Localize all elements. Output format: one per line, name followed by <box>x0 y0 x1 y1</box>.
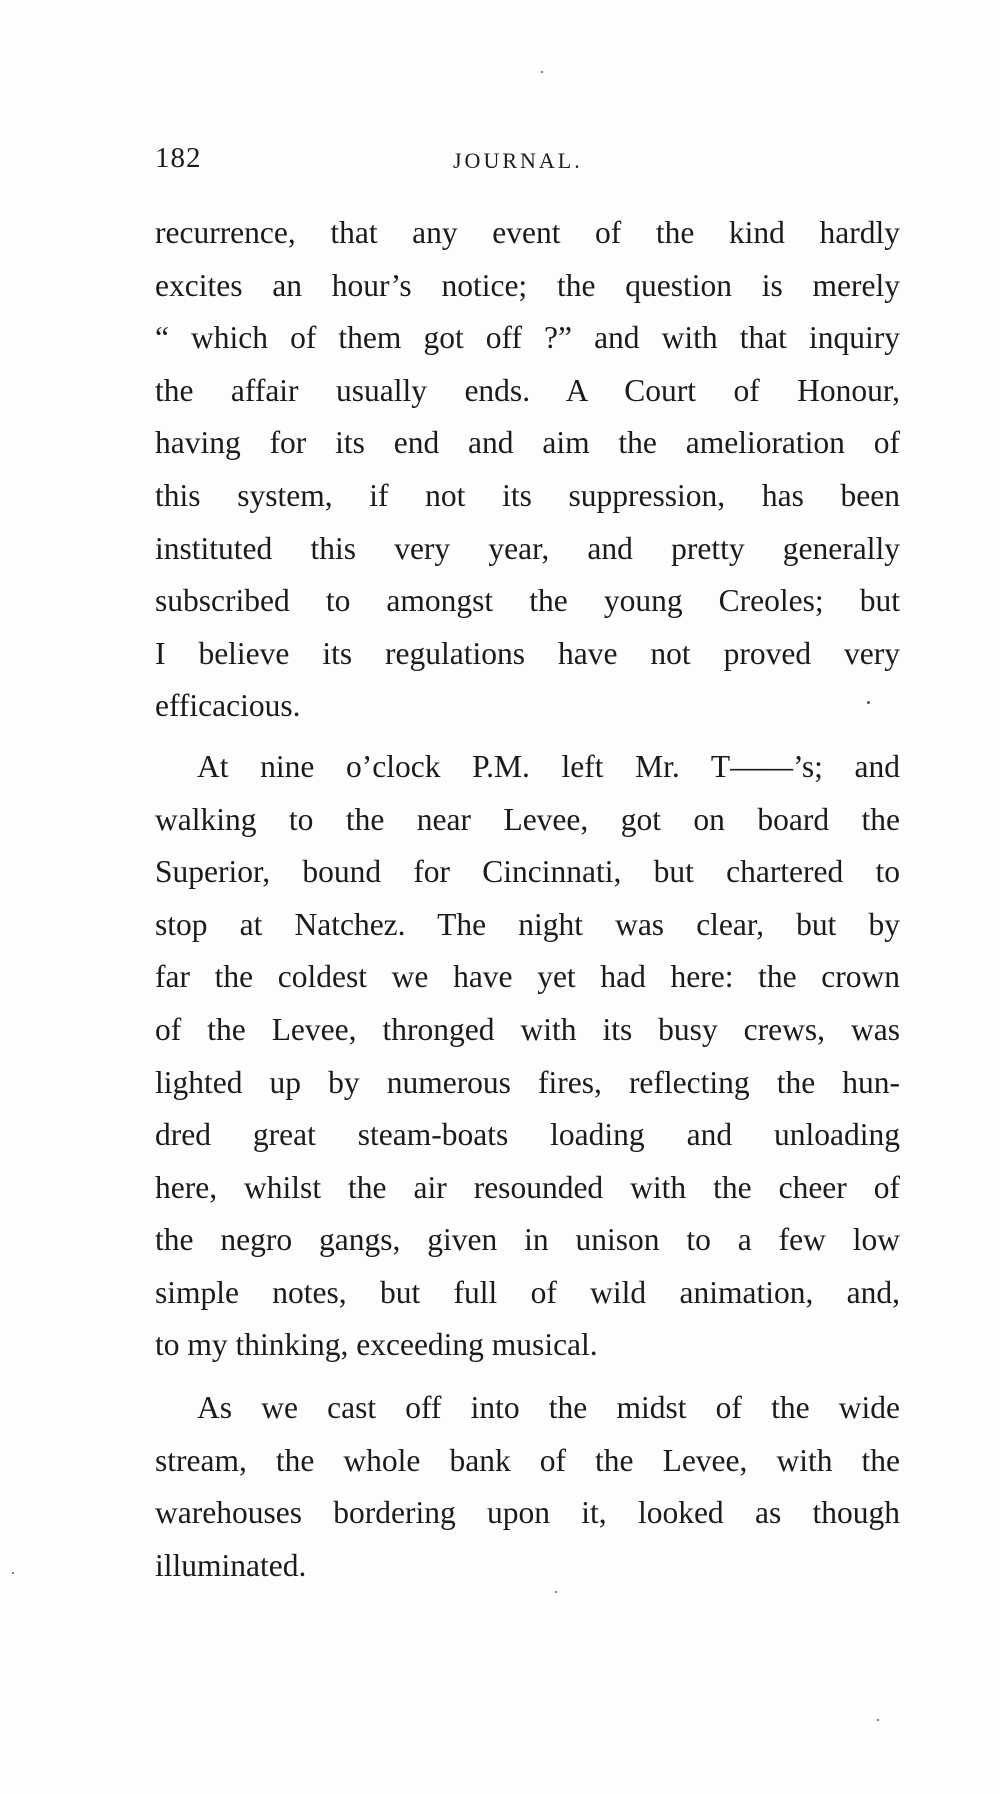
text-line: subscribed to amongst the young Creoles; but <box>155 583 900 619</box>
text-line: having for its end and aim the amelioration of <box>155 425 900 461</box>
text-line: lighted up by numerous fires, reflecting the hun- <box>155 1064 900 1100</box>
text-line: the negro gangs, given in unison to a few low <box>155 1222 900 1258</box>
running-title: JOURNAL. <box>453 148 583 173</box>
text-line: stream, the whole bank of the Levee, with the <box>155 1442 900 1478</box>
body-text <box>155 207 900 1592</box>
scan-speck <box>555 1591 557 1593</box>
running-head <box>155 142 900 182</box>
text-line: of the Levee, thronged with its busy crews, was <box>155 1011 900 1047</box>
text-line: As we cast off into the midst of the wide <box>197 1390 900 1426</box>
text-line: illuminated. <box>155 1547 307 1583</box>
text-line: excites an hour’s notice; the question is merely <box>155 267 900 303</box>
text-line: efficacious. <box>155 688 301 724</box>
scan-speck <box>12 1572 14 1574</box>
text-line: instituted this very year, and pretty generally <box>155 530 900 566</box>
text-line: “ which of them got off ?” and with that inquiry <box>155 320 900 356</box>
page-number: 182 <box>155 142 202 174</box>
text-line: simple notes, but full of wild animation, and, <box>155 1274 900 1310</box>
text-line: here, whilst the air resounded with the cheer of <box>155 1169 900 1205</box>
scan-speck <box>541 71 543 73</box>
text-line: stop at Natchez. The night was clear, but by <box>155 906 900 942</box>
text-line: Superior, bound for Cincinnati, but chartered to <box>155 854 900 890</box>
paragraph-gap <box>155 1372 900 1382</box>
text-line: dred great steam-boats loading and unloading <box>155 1117 900 1153</box>
text-line: to my thinking, exceeding musical. <box>155 1327 598 1363</box>
paragraph <box>155 207 900 733</box>
text-line: I believe its regulations have not proved very <box>155 635 900 671</box>
text-line: the affair usually ends. A Court of Honour, <box>155 372 900 408</box>
paragraph-gap <box>155 733 900 741</box>
paragraph <box>155 741 900 1372</box>
text-line: At nine o’clock P.M. left Mr. T——’s; and <box>197 748 900 784</box>
scan-speck <box>867 701 870 704</box>
text-line: walking to the near Levee, got on board the <box>155 801 900 837</box>
text-line: recurrence, that any event of the kind hardly <box>155 215 900 250</box>
text-line: far the coldest we have yet had here: the crown <box>155 959 900 995</box>
text-line: this system, if not its suppression, has been <box>155 477 900 513</box>
scan-speck <box>877 1719 879 1721</box>
text-line: warehouses bordering upon it, looked as though <box>155 1495 900 1531</box>
paragraph <box>155 1382 900 1592</box>
